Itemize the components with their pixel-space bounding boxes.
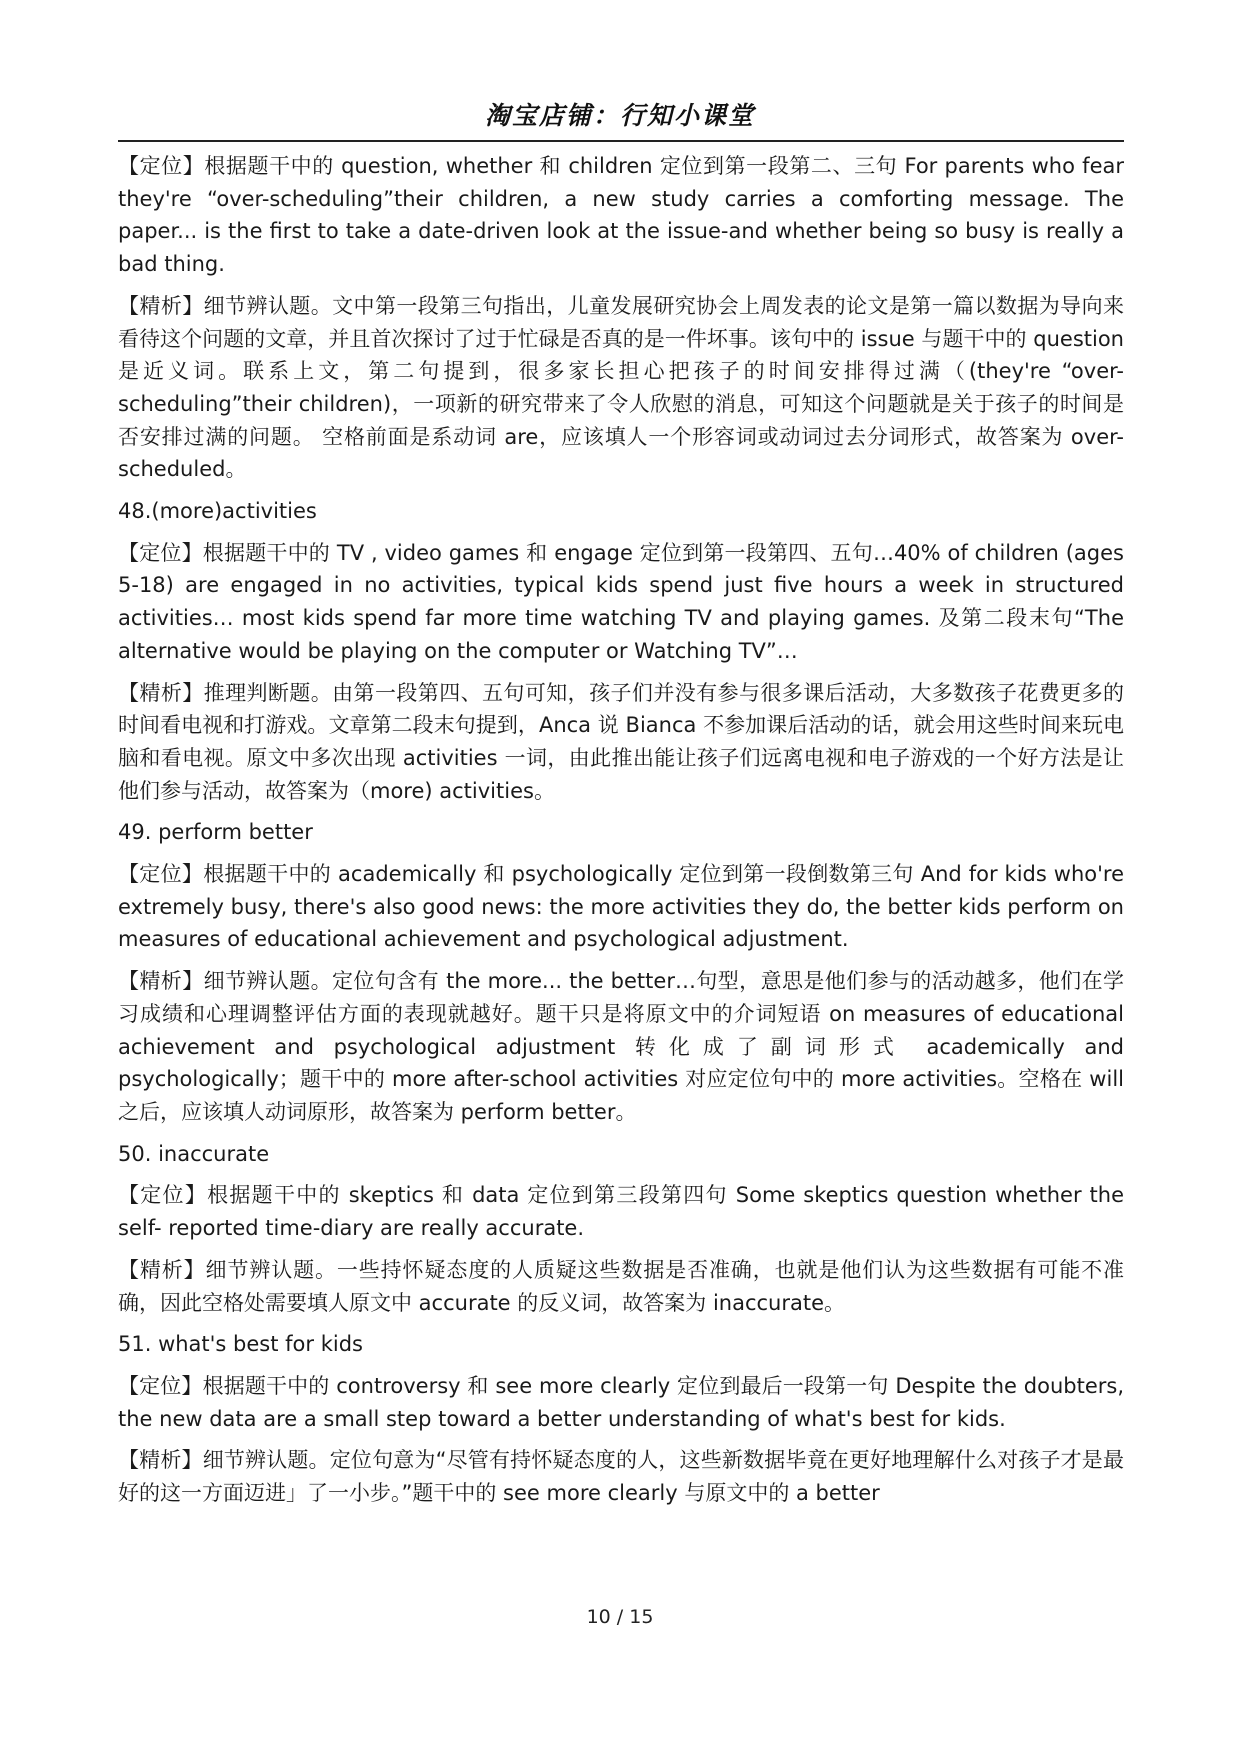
- page-content: [118, 150, 1124, 1519]
- paragraph: 【定位】根据题干中的 question, whether 和 children 定位到第一段第二、三句 For parents who fear they're “over-scheduling”their children, a new study carries a comforting message. The paper... is the first to take a date-driven look at the issue-and whether being so busy is really a bad thing.: [118, 154, 1124, 277]
- page-header-title: 淘宝店铺：行知小课堂: [484, 101, 755, 130]
- paragraph: 【定位】根据题干中的 skeptics 和 data 定位到第三段第四句 Some skeptics question whether the self- reported time-diary are really accurate.: [118, 1183, 1124, 1241]
- question-answer-heading: 48.(more)activities: [118, 499, 317, 524]
- header-divider: [118, 140, 1124, 142]
- paragraph: 【精析】细节辨认题。定位句意为“尽管有持怀疑态度的人，这些新数据毕竟在更好地理解什么对孩子才是最好的这一方面迈进」了一小步。”题干中的 see more clearly 与原文中的 a better: [118, 1448, 1124, 1506]
- paragraph: 【精析】细节辨认题。一些持怀疑态度的人质疑这些数据是否准确，也就是他们认为这些数据有可能不准确，因此空格处需要填人原文中 accurate 的反义词，故答案为 inaccurate。: [118, 1257, 1124, 1315]
- question-answer-heading: 50. inaccurate: [118, 1141, 270, 1166]
- paragraph: 【精析】推理判断题。由第一段第四、五句可知，孩子们并没有参与很多课后活动，大多数孩子花费更多的时间看电视和打游戏。文章第二段末句提到，Anca 说 Bianca 不参加课后活动的话，就会用这些时间来玩电脑和看电视。原文中多次出现 activities 一词，由此推出能让孩子们远离电视和电子游戏的一个好方法是让他们参与活动，故答案为（more) activities。: [118, 680, 1124, 803]
- paragraph: 【精析】细节辨认题。定位句含有 the more... the better…句型，意思是他们参与的活动越多，他们在学习成绩和心理调整评估方面的表现就越好。题干只是将原文中的介词短语 on measures of educational achievement and psychological adjustment 转化成了副词形式 academically and psychologically；题干中的 more after-school activities 对应定位句中的 more activities。空格在 will 之后，应该填人动词原形，故答案为 perform better。: [118, 969, 1124, 1124]
- paragraph: 【定位】根据题干中的 academically 和 psychologically 定位到第一段倒数第三句 And for kids who're extremely busy, there's also good news: the more activities they do, the better kids perform on measures of educational achievement and psychological adjustment.: [118, 862, 1124, 952]
- paragraph: 【精析】细节辨认题。文中第一段第三句指出，儿童发展研究协会上周发表的论文是第一篇以数据为导向来看待这个问题的文章，并且首次探讨了过于忙碌是否真的是一件坏事。该句中的 issue 与题干中的 question 是近义词。联系上文，第二句提到，很多家长担心把孩子的时间安排得过满（(they're “over-scheduling”their children)，一项新的研究带来了令人欣慰的消息，可知这个问题就是关于孩子的时间是否安排过满的问题。 空格前面是系动词 are，应该填人一个形容词或动词过去分词形式，故答案为 over-scheduled。: [118, 293, 1124, 482]
- question-answer-heading: 51. what's best for kids: [118, 1332, 363, 1357]
- paragraph: 【定位】根据题干中的 TV , video games 和 engage 定位到第一段第四、五句…40% of children (ages 5-18) are engaged in no activities, typical kids spend just five hours a week in structured activities… most kids spend far more time watching TV and playing games. 及第二段末句“The alternative would be playing on the computer or Watching TV”…: [118, 540, 1124, 663]
- question-answer-heading: 49. perform better: [118, 820, 313, 845]
- paragraph: 【定位】根据题干中的 controversy 和 see more clearly 定位到最后一段第一句 Despite the doubters, the new data are a small step toward a better understanding of what's best for kids.: [118, 1373, 1124, 1431]
- page-number: 10 / 15: [586, 1606, 654, 1628]
